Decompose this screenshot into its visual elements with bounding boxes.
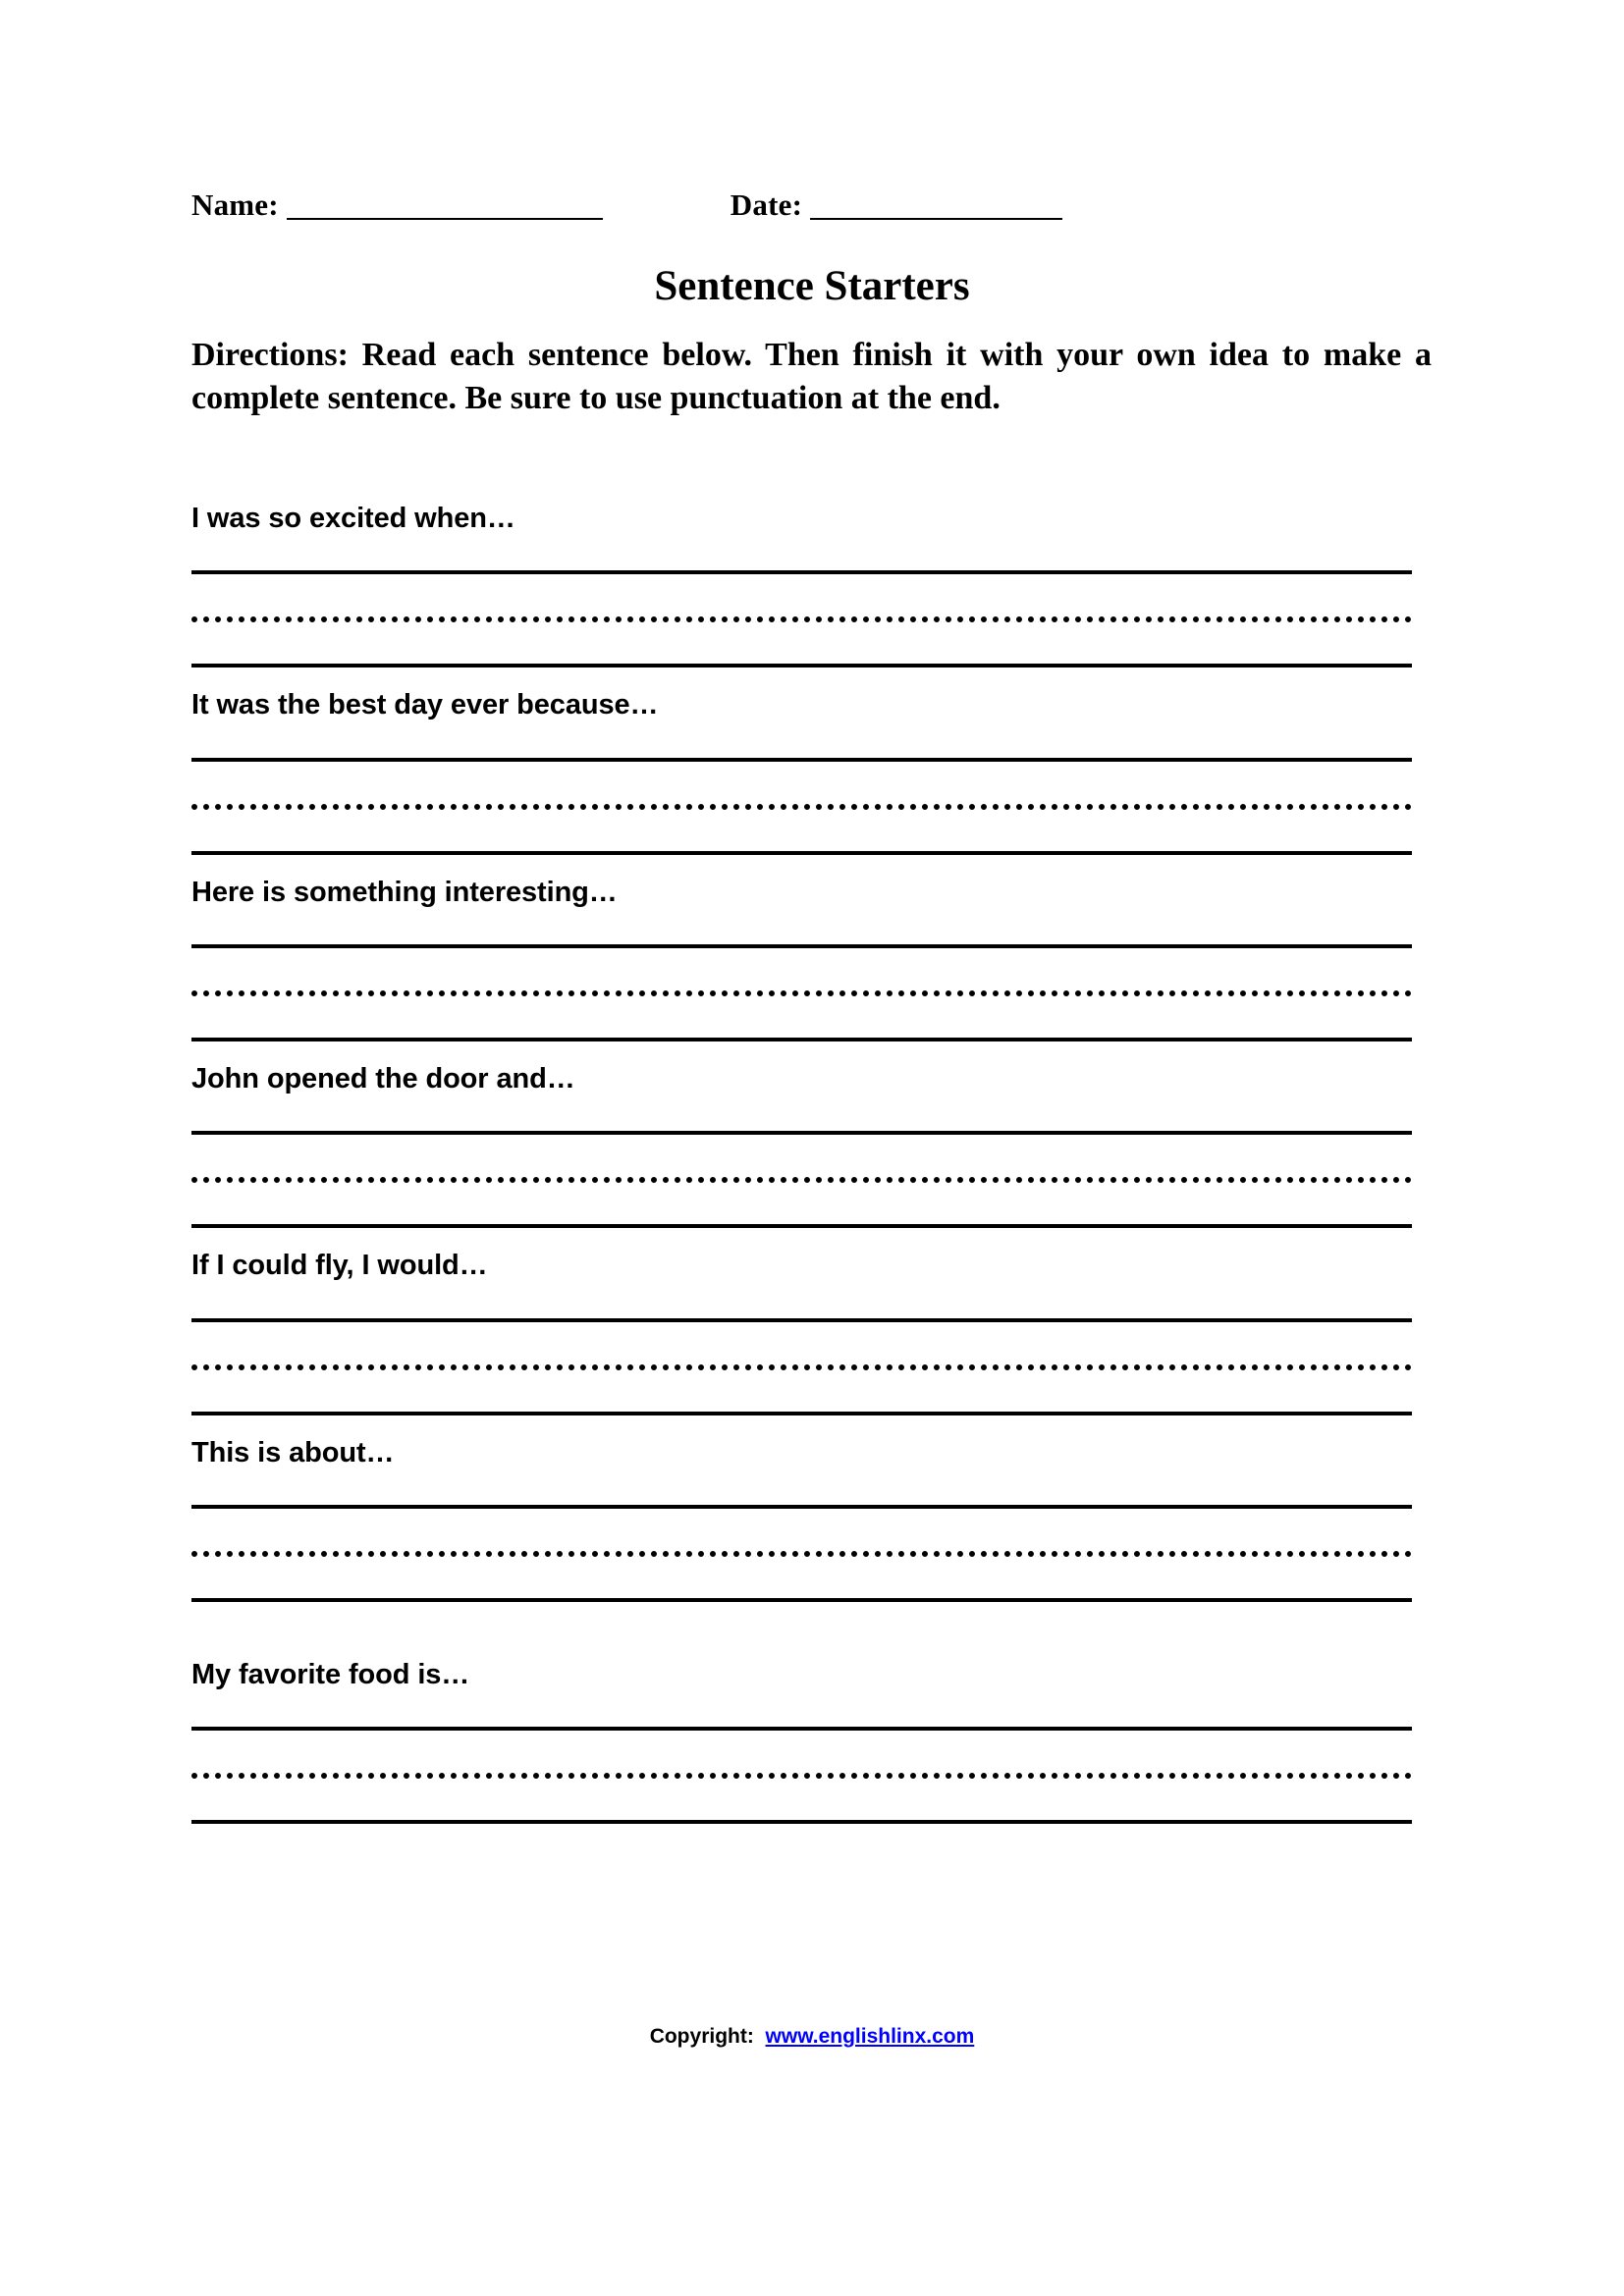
answer-lines[interactable] (191, 944, 1412, 1041)
prompt-block (191, 1659, 1432, 1824)
page-title: Sentence Starters (654, 263, 970, 309)
prompt-label: John opened the door and… (191, 1063, 575, 1095)
prompt-label: It was the best day ever because… (191, 689, 659, 721)
directions-text: Directions: Read each sentence below. Then finish it with your own idea to make a complete sentence. Be sure to use punctuation at the end. (191, 337, 1432, 417)
writing-line-solid[interactable] (191, 1038, 1412, 1041)
prompt-list (191, 503, 1432, 1824)
prompt-label: Here is something interesting… (191, 876, 618, 908)
prompt-block (191, 1250, 1432, 1436)
prompt-label: This is about… (191, 1436, 395, 1468)
writing-line-solid[interactable] (191, 1820, 1412, 1824)
writing-line-solid[interactable] (191, 851, 1412, 855)
writing-line-solid[interactable] (191, 664, 1412, 667)
prompt-label: I was so excited when… (191, 503, 515, 534)
name-label: Name: (191, 187, 279, 222)
copyright-label: Copyright: (649, 2025, 754, 2048)
prompt-block (191, 689, 1432, 876)
prompt-block (191, 1063, 1432, 1250)
answer-lines[interactable] (191, 758, 1412, 855)
footer (0, 2024, 1624, 2049)
date-label: Date: (730, 187, 803, 222)
writing-line-solid[interactable] (191, 1598, 1412, 1602)
prompt-block (191, 1437, 1432, 1659)
prompt-block (191, 503, 1432, 689)
writing-line-solid[interactable] (191, 1412, 1412, 1415)
writing-line-solid[interactable] (191, 1224, 1412, 1228)
answer-lines[interactable] (191, 1727, 1412, 1824)
name-input-blank[interactable] (287, 188, 603, 220)
answer-lines[interactable] (191, 570, 1412, 667)
prompt-label: If I could fly, I would… (191, 1250, 488, 1282)
answer-lines[interactable] (191, 1505, 1412, 1602)
name-date-row (191, 188, 1431, 220)
answer-lines[interactable] (191, 1131, 1412, 1228)
date-input-blank[interactable] (810, 188, 1062, 220)
prompt-block (191, 877, 1432, 1063)
prompt-label: My favorite food is… (191, 1659, 470, 1691)
englishlinx-link[interactable]: www.englishlinx.com (765, 2025, 975, 2048)
answer-lines[interactable] (191, 1318, 1412, 1415)
